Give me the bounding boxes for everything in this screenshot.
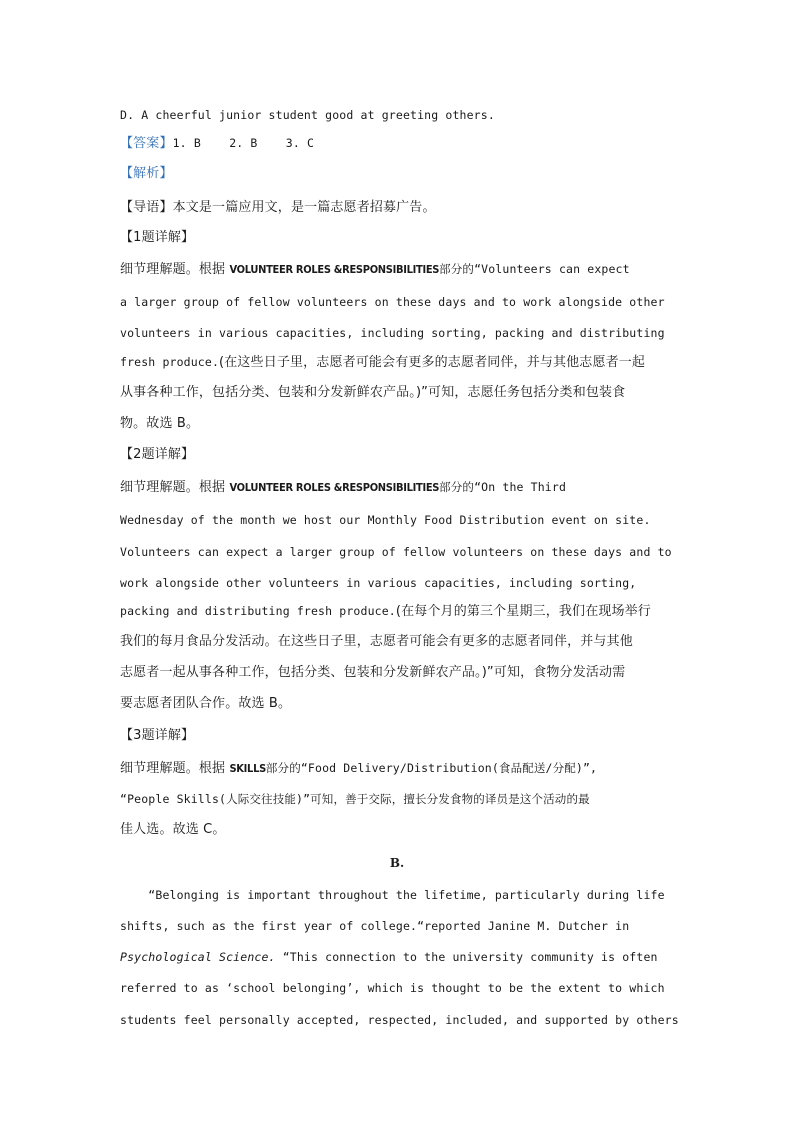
q3-line-1 xyxy=(120,760,597,777)
passage-b-line-2: shifts, such as the first year of college.“reported Janine M. Dutcher in xyxy=(120,919,630,933)
q2-line-5 xyxy=(120,603,651,620)
q2-prefix: 细节理解题。根据 xyxy=(120,480,230,495)
guide-text: 本文是一篇应用文，是一篇志愿者招募广告。 xyxy=(172,200,436,215)
passage-b-line-4: referred to as ‘school belonging’, which is thought to be the extent to which xyxy=(120,981,665,995)
q2-line-2: Wednesday of the month we host our Monthly Food Distribution event on site. xyxy=(120,513,651,527)
q3-line-2: “People Skills(人际交往技能)”可知，善于交际，擅长分发食物的译员是这个活动的最 xyxy=(120,792,590,806)
q3-heading: 【3题详解】 xyxy=(120,728,195,743)
q1-line-2: a larger group of fellow volunteers on these days and to work alongside other xyxy=(120,295,665,309)
q1-section-name: VOLUNTEER ROLES &RESPONSIBILITIES xyxy=(229,263,440,276)
answer-line xyxy=(120,135,314,152)
guide-label: 【导语】 xyxy=(120,200,173,215)
q1-line-4-en: fresh produce. xyxy=(120,355,220,369)
q1-line-1 xyxy=(120,261,630,278)
q1-line-4 xyxy=(120,354,645,371)
journal-name: Psychological Science. xyxy=(120,950,276,964)
q2-line-6: 我们的每月食品分发活动。在这些日子里，志愿者可能会有更多的志愿者同伴，并与其他 xyxy=(120,634,633,649)
analysis-label: 【解析】 xyxy=(120,166,173,181)
q2-line-4: work alongside other volunteers in various capacities, including sorting, xyxy=(120,576,637,590)
q1-line-6: 物。故选 B。 xyxy=(120,416,200,431)
option-d-text: D. A cheerful junior student good at greeting others. xyxy=(120,108,495,122)
q2-line-1 xyxy=(120,479,566,496)
q2-line-5-cn: (在每个月的第三个星期三，我们在现场举行 xyxy=(395,604,651,619)
q1-heading: 【1题详解】 xyxy=(120,230,195,245)
answer-label: 【答案】 xyxy=(120,136,173,151)
q2-line-8: 要志愿者团队合作。故选 B。 xyxy=(120,696,292,711)
q3-line-3: 佳人选。故选 C。 xyxy=(120,822,226,837)
q1-prefix: 细节理解题。根据 xyxy=(120,262,230,277)
passage-b-line-3 xyxy=(120,949,658,965)
passage-b-title: B. xyxy=(389,856,405,870)
passage-b-line-5: students feel personally accepted, respected, included, and supported by others xyxy=(120,1013,679,1027)
q2-line-5-en: packing and distributing fresh produce. xyxy=(120,604,396,618)
q1-line-4-cn: (在这些日子里，志愿者可能会有更多的志愿者同伴，并与其他志愿者一起 xyxy=(219,355,646,370)
passage-b-line-1: “Belonging is important throughout the lifetime, particularly during life xyxy=(120,888,665,902)
passage-b-line-3-rest: “This connection to the university community is often xyxy=(275,950,658,964)
q3-prefix: 细节理解题。根据 xyxy=(120,761,230,776)
q1-section-suffix: 部分的“Volunteers can expect xyxy=(439,262,630,276)
q2-line-7: 志愿者一起从事各种工作，包括分类、包装和分发新鲜农产品。)”可知，食物分发活动需 xyxy=(120,665,626,680)
q1-line-3: volunteers in various capacities, including sorting, packing and distributing xyxy=(120,326,665,340)
q3-line-1-rest: 部分的“Food Delivery/Distribution(食品配送/分配)”, xyxy=(265,761,598,775)
q2-section-suffix: 部分的“On the Third xyxy=(439,480,567,494)
q1-line-5: 从事各种工作，包括分类、包装和分发新鲜农产品。)”可知，志愿任务包括分类和包装食 xyxy=(120,385,626,400)
q2-line-3: Volunteers can expect a larger group of fellow volunteers on these days and to xyxy=(120,545,672,559)
q2-heading: 【2题详解】 xyxy=(120,447,195,462)
guide-line xyxy=(120,199,436,216)
q3-section-name: SKILLS xyxy=(229,762,266,775)
q2-section-name: VOLUNTEER ROLES &RESPONSIBILITIES xyxy=(229,481,440,494)
answer-text: 1. B 2. B 3. C xyxy=(172,136,315,150)
